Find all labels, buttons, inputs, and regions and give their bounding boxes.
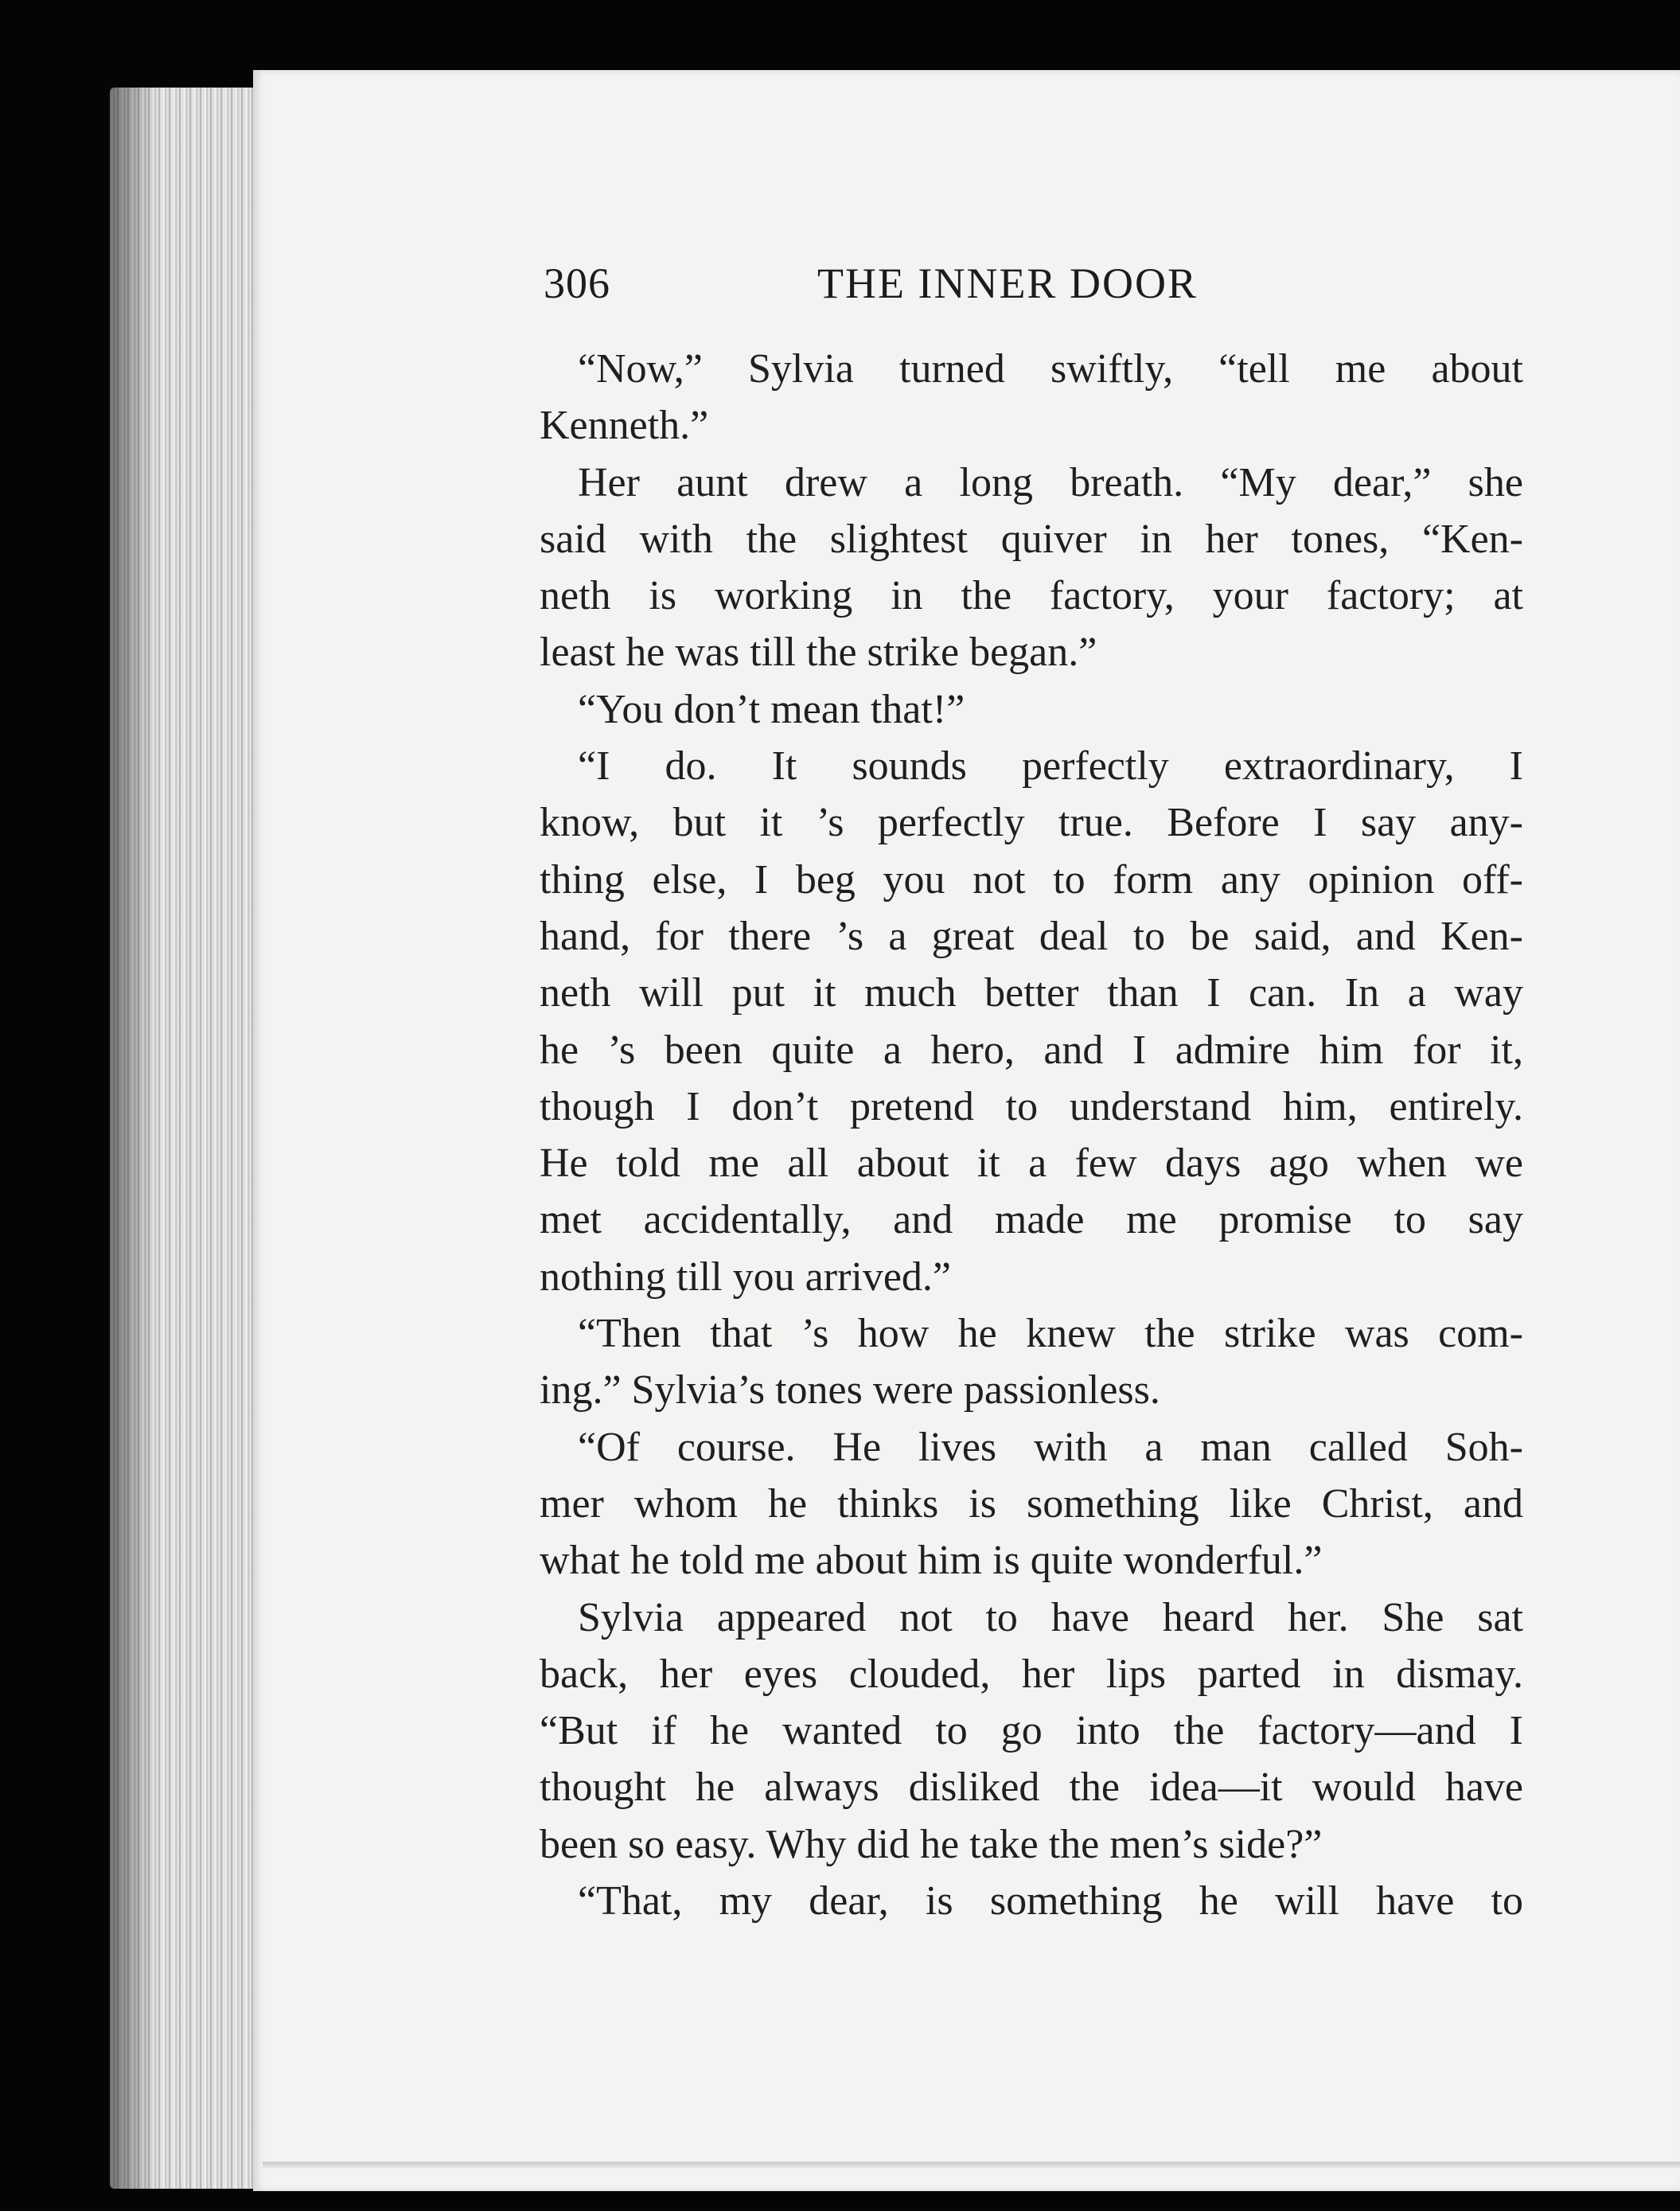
text-line: thought he always disliked the idea—it would have bbox=[540, 1765, 1523, 1811]
text-line: “Then that ’s how he knew the strike was com- bbox=[578, 1311, 1523, 1357]
text-line: Sylvia appeared not to have heard her. She sat bbox=[578, 1594, 1523, 1640]
text-line: Kenneth.” bbox=[540, 403, 709, 449]
text-line: Her aunt drew a long breath. “My dear,” she bbox=[578, 459, 1523, 505]
body-text bbox=[540, 341, 1523, 1929]
text-line: know, but it ’s perfectly true. Before I say any- bbox=[540, 800, 1523, 846]
text-line: “Now,” Sylvia turned swiftly, “tell me about bbox=[578, 346, 1523, 392]
text-line: “I do. It sounds perfectly extraordinary, I bbox=[578, 743, 1523, 790]
text-line: mer whom he thinks is something like Christ, and bbox=[540, 1480, 1523, 1527]
text-line: ing.” Sylvia’s tones were passionless. bbox=[540, 1367, 1160, 1414]
text-line: He told me all about it a few days ago when we bbox=[540, 1141, 1523, 1187]
text-line: back, her eyes clouded, her lips parted in dismay. bbox=[540, 1651, 1523, 1697]
page-number: 306 bbox=[544, 259, 610, 307]
text-line: neth will put it much better than I can. In a way bbox=[540, 970, 1523, 1016]
text-line: what he told me about him is quite wonderful.” bbox=[540, 1538, 1323, 1584]
text-line: “You don’t mean that!” bbox=[578, 686, 965, 732]
text-line: “But if he wanted to go into the factory—and I bbox=[540, 1708, 1523, 1754]
text-line: hand, for there ’s a great deal to be said, and Ken- bbox=[540, 913, 1523, 959]
text-line: “Of course. He lives with a man called Soh- bbox=[578, 1424, 1523, 1470]
text-line: nothing till you arrived.” bbox=[540, 1254, 952, 1300]
text-line: been so easy. Why did he take the men’s side?” bbox=[540, 1821, 1323, 1867]
page-bottom-edge bbox=[263, 2162, 1680, 2168]
text-line: met accidentally, and made me promise to say bbox=[540, 1197, 1523, 1243]
text-line: neth is working in the factory, your factory; at bbox=[540, 573, 1523, 619]
text-line: thing else, I beg you not to form any opinion off- bbox=[540, 856, 1523, 903]
text-line: though I don’t pretend to understand him, entirely. bbox=[540, 1083, 1523, 1129]
text-line: he ’s been quite a hero, and I admire him for it, bbox=[540, 1027, 1523, 1073]
text-line: “That, my dear, is something he will have to bbox=[578, 1878, 1523, 1924]
book-title: THE INNER DOOR bbox=[817, 259, 1198, 307]
text-line: said with the slightest quiver in her tones, “Ken- bbox=[540, 516, 1523, 562]
page-edges-shadow bbox=[110, 88, 158, 2189]
running-head bbox=[544, 259, 1247, 314]
text-line: least he was till the strike began.” bbox=[540, 630, 1097, 676]
